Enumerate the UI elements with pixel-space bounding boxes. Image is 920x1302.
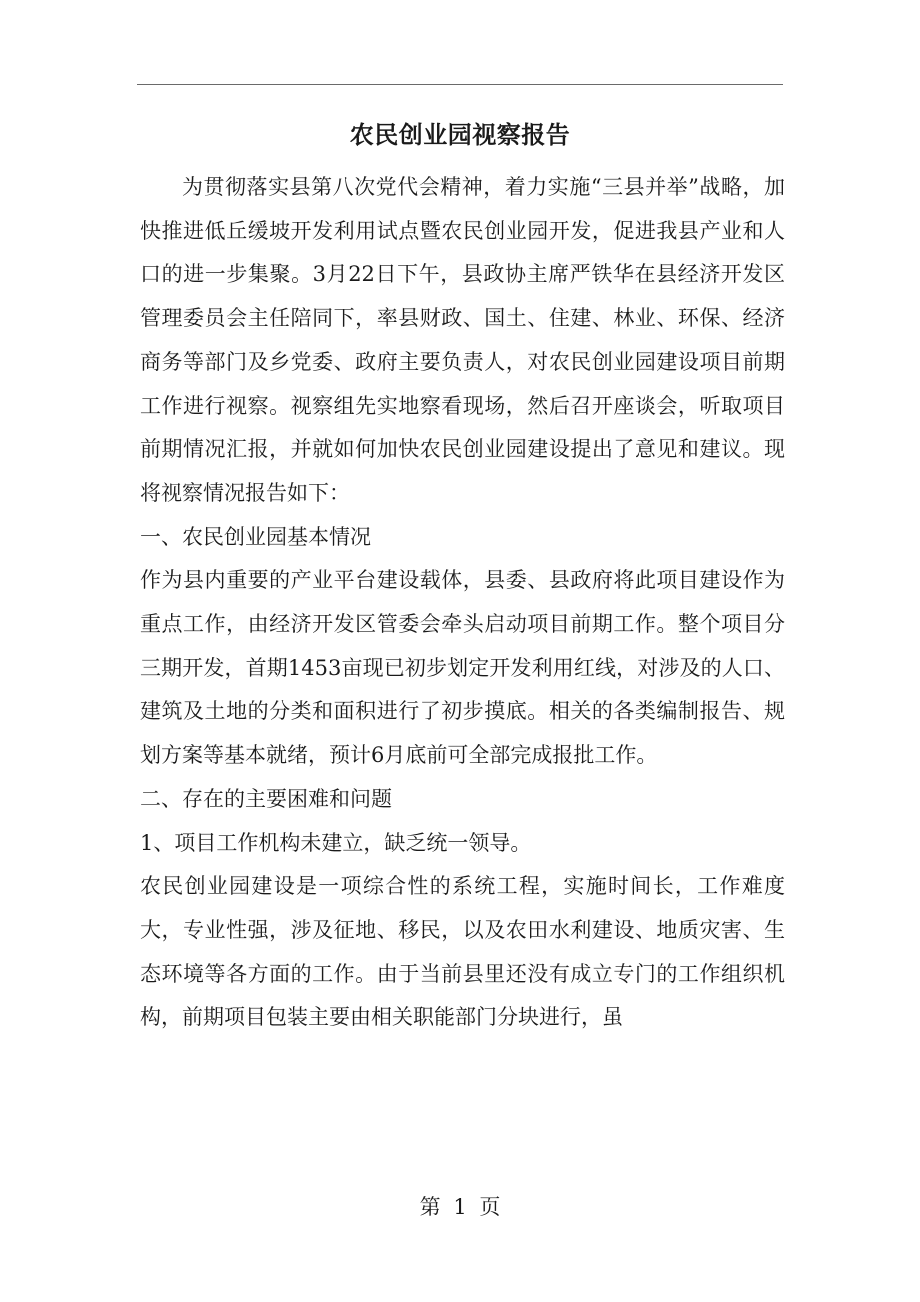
subsection-heading-1: 1、项目工作机构未建立，缺乏统一领导。 [140, 830, 532, 855]
intro-paragraph: 为贯彻落实县第八次党代会精神，着力实施“三县并举”战略，加快推进低丘缓坡开发利用试点暨农民创业园开发，促进我县产业和人口的进一步集聚。3月22日下午，县政协主席严铁华在县经济开发区管理委员会主任陪同下，率县财政、国土、住建、林业、环保、经济商务等部门及乡党委、政府主要负责人，对农民创业园建设项目前期工作进行视察。视察组先实地察看现场，然后召开座谈会，听取项目前期情况汇报，并就如何加快农民创业园建设提出了意见和建议。现将视察情况报告如下： [140, 175, 785, 505]
page-number: 第 1 页 [419, 1195, 501, 1219]
header-rule [137, 84, 783, 85]
section-1-paragraph: 作为县内重要的产业平台建设载体，县委、县政府将此项目建设作为重点工作，由经济开发区管委会牵头启动项目前期工作。整个项目分三期开发，首期1453亩现已初步划定开发利用红线，对涉及的人口、建筑及土地的分类和面积进行了初步摸底。相关的各类编制报告、规划方案等基本就绪，预计6月底前可全部完成报批工作。 [140, 568, 785, 768]
subsection-1-paragraph: 农民创业园建设是一项综合性的系统工程，实施时间长，工作难度大，专业性强，涉及征地、移民，以及农田水利建设、地质灾害、生态环境等各方面的工作。由于当前县里还没有成立专门的工作组织机构，前期项目包装主要由相关职能部门分块进行，虽 [140, 874, 785, 1030]
document-title: 农民创业园视察报告 [349, 120, 571, 149]
section-heading-1: 一、农民创业园基本情况 [140, 524, 371, 549]
document-body [140, 166, 785, 1040]
section-heading-2: 二、存在的主要困难和问题 [140, 786, 392, 811]
